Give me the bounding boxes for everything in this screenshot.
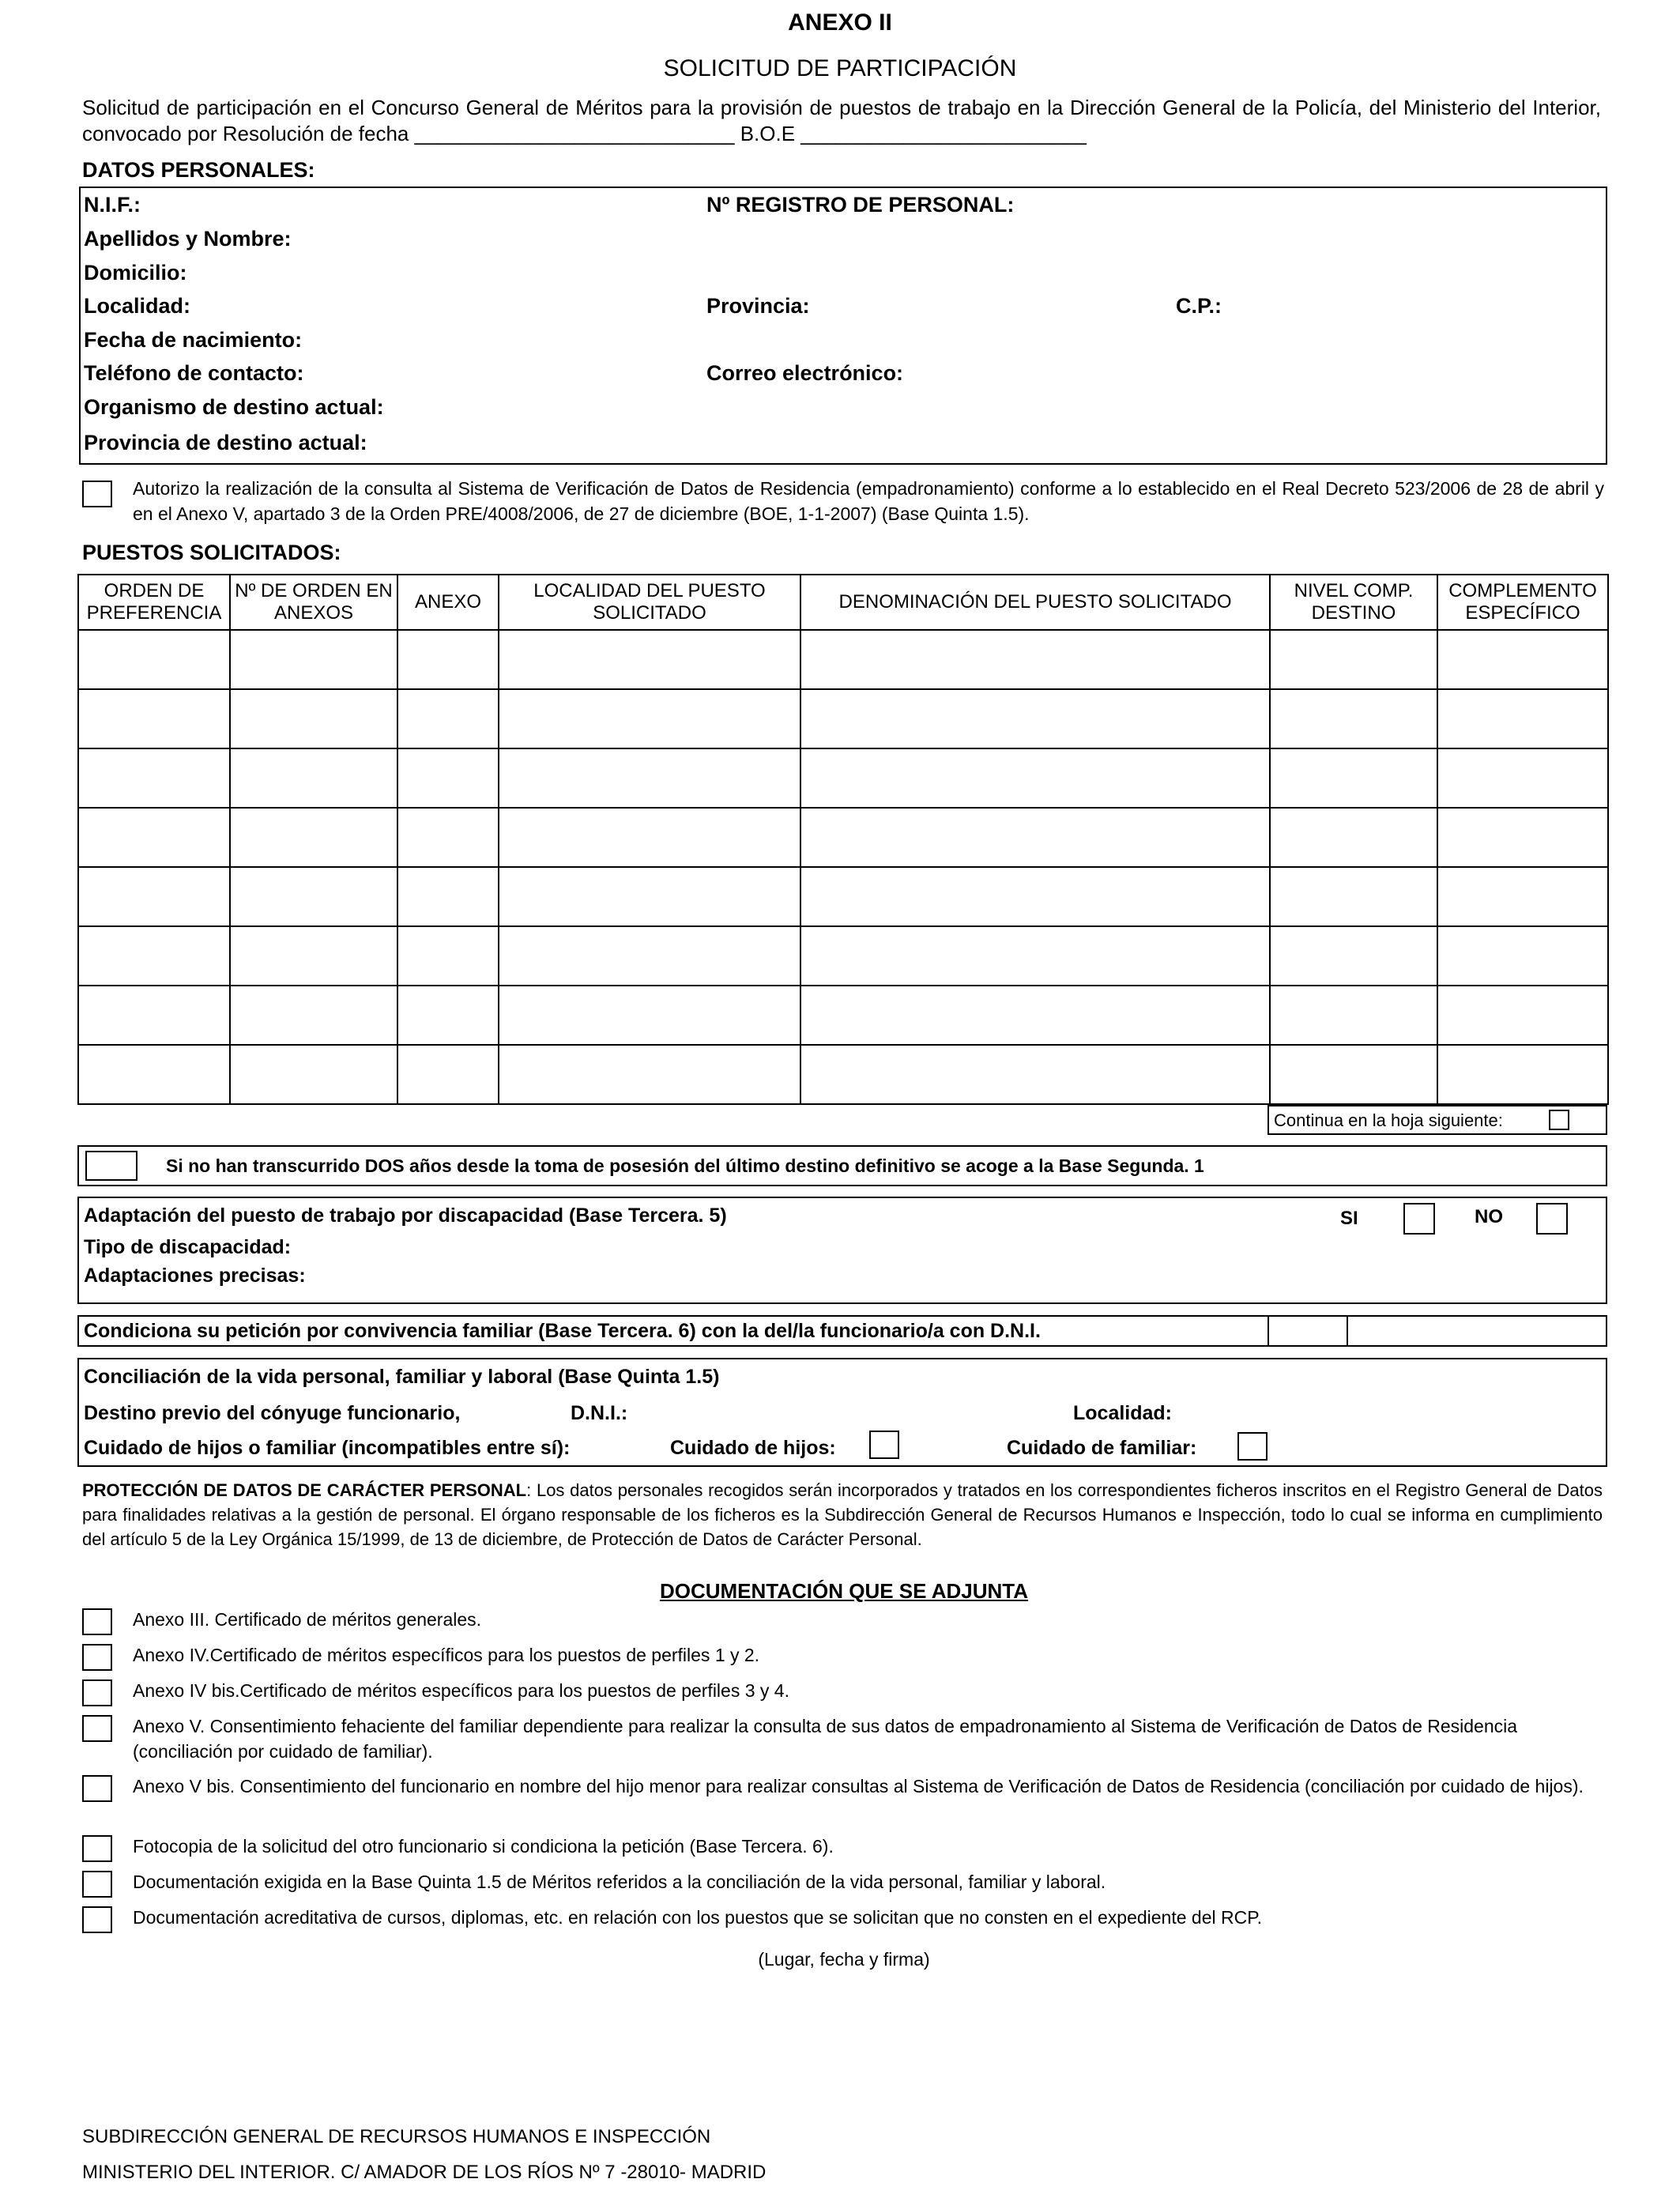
cuidado-label: Cuidado de hijos o familiar (incompatibles entre sí):	[84, 1437, 571, 1459]
table-cell[interactable]	[397, 630, 499, 689]
documentacion-item: Anexo III. Certificado de méritos generales.	[133, 1609, 482, 1630]
table-cell[interactable]	[1270, 926, 1437, 986]
table-cell[interactable]	[1437, 808, 1608, 867]
table-row	[78, 630, 1608, 689]
table-cell[interactable]	[78, 689, 230, 748]
table-cell[interactable]	[499, 1045, 800, 1104]
prov-destino-label: Provincia de destino actual:	[84, 431, 367, 454]
proteccion-datos-text	[82, 1478, 1603, 1551]
table-cell[interactable]	[78, 986, 230, 1045]
table-cell[interactable]	[78, 808, 230, 867]
documentacion-checkbox[interactable]	[82, 1906, 112, 1933]
datos-personales-box	[79, 187, 1607, 465]
localidad-conyuge-label: Localidad:	[1073, 1402, 1173, 1424]
continua-checkbox[interactable]	[1549, 1110, 1569, 1130]
table-cell[interactable]	[230, 986, 397, 1045]
table-cell[interactable]	[78, 926, 230, 986]
documentacion-item: Fotocopia de la solicitud del otro funcionario si condiciona la petición (Base Tercera. 6).	[133, 1836, 834, 1857]
autorizo-checkbox[interactable]	[82, 481, 112, 507]
table-cell[interactable]	[78, 1045, 230, 1104]
proteccion-body: : Los datos personales recogidos serán incorporados y tratados en los correspondientes ficheros inscritos en el Registro General de Datos para finalidades relativas a la gestión de personal. El órgano responsable de los ficheros es la Subdirección General de Recursos Humanos e Inspección, todo lo cual se informa en cumplimiento del artículo 5 de la Ley Orgánica 15/1999, de 13 de diciembre, de Protección de Datos de Carácter Personal.	[82, 1480, 1603, 1549]
table-cell[interactable]	[1270, 748, 1437, 808]
provincia-label: Provincia:	[706, 294, 810, 318]
table-cell[interactable]	[1437, 689, 1608, 748]
proteccion-lead: PROTECCIÓN DE DATOS DE CARÁCTER PERSONAL	[82, 1480, 527, 1500]
table-cell[interactable]	[800, 926, 1270, 986]
nif-label: N.I.F.:	[84, 193, 141, 217]
footer-line-1: SUBDIRECCIÓN GENERAL DE RECURSOS HUMANOS E INSPECCIÓN	[82, 2126, 711, 2147]
adaptacion-title: Adaptación del puesto de trabajo por discapacidad (Base Tercera. 5)	[84, 1204, 727, 1227]
col-denominacion: DENOMINACIÓN DEL PUESTO SOLICITADO	[800, 575, 1270, 630]
table-cell[interactable]	[800, 630, 1270, 689]
documentacion-item: Anexo V. Consentimiento fehaciente del familiar dependiente para realizar la consulta de sus datos de empadronamiento al Sistema de Verificación de Datos de Residencia (conciliación por cuidado de familiar).	[133, 1716, 1518, 1762]
table-cell[interactable]	[1437, 748, 1608, 808]
table-row	[78, 1045, 1608, 1104]
table-cell[interactable]	[499, 867, 800, 926]
table-cell[interactable]	[230, 867, 397, 926]
table-cell[interactable]	[499, 630, 800, 689]
telefono-label: Teléfono de contacto:	[84, 361, 304, 385]
col-nivel: NIVEL COMP. DESTINO	[1270, 575, 1437, 630]
col-localidad: LOCALIDAD DEL PUESTO SOLICITADO	[499, 575, 800, 630]
adaptaciones-label: Adaptaciones precisas:	[84, 1265, 306, 1287]
table-cell[interactable]	[230, 1045, 397, 1104]
table-cell[interactable]	[499, 808, 800, 867]
documentacion-checkbox[interactable]	[82, 1608, 112, 1635]
documentacion-heading: DOCUMENTACIÓN QUE SE ADJUNTA	[659, 1579, 1029, 1603]
table-cell[interactable]	[397, 926, 499, 986]
table-cell[interactable]	[1437, 986, 1608, 1045]
base-segunda-text: Si no han transcurrido DOS años desde la toma de posesión del último destino definitivo se acoge a la Base Segunda. 1	[166, 1155, 1204, 1176]
col-complemento: COMPLEMENTO ESPECÍFICO	[1437, 575, 1608, 630]
table-cell[interactable]	[1437, 926, 1608, 986]
table-cell[interactable]	[397, 986, 499, 1045]
condiciona-dni-field[interactable]	[1268, 1315, 1607, 1347]
table-cell[interactable]	[1437, 867, 1608, 926]
table-cell[interactable]	[499, 926, 800, 986]
table-cell[interactable]	[397, 748, 499, 808]
cuidado-familiar-label: Cuidado de familiar:	[1007, 1437, 1197, 1459]
documentacion-checkbox[interactable]	[82, 1644, 112, 1671]
no-label: NO	[1475, 1206, 1503, 1227]
table-cell[interactable]	[230, 926, 397, 986]
table-cell[interactable]	[800, 808, 1270, 867]
table-cell[interactable]	[1270, 689, 1437, 748]
table-cell[interactable]	[230, 808, 397, 867]
col-orden-anexos: Nº DE ORDEN EN ANEXOS	[230, 575, 397, 630]
table-cell[interactable]	[499, 986, 800, 1045]
table-cell[interactable]	[499, 689, 800, 748]
table-cell[interactable]	[800, 867, 1270, 926]
continua-label: Continua en la hoja siguiente:	[1274, 1110, 1503, 1130]
documentacion-checkbox[interactable]	[82, 1679, 112, 1706]
table-cell[interactable]	[78, 630, 230, 689]
cp-label: C.P.:	[1176, 294, 1222, 318]
autorizo-text: Autorizo la realización de la consulta al Sistema de Verificación de Datos de Residencia (empadronamiento) conforme a lo establecido en el Real Decreto 523/2006 de 28 de abril y en el Anexo V, apartado 3 de la Orden PRE/4008/2006, de 27 de diciembre (BOE, 1-1-2007) (Base Quinta 1.5).	[133, 478, 1604, 524]
puestos-table	[77, 574, 1609, 1105]
documentacion-item: Documentación acreditativa de cursos, diplomas, etc. en relación con los puestos que se solicitan que no consten en el expediente del RCP.	[133, 1907, 1262, 1928]
organismo-label: Organismo de destino actual:	[84, 395, 384, 419]
registro-label: Nº REGISTRO DE PERSONAL:	[706, 193, 1015, 217]
cuidado-hijos-label: Cuidado de hijos:	[670, 1437, 836, 1459]
firma-text: (Lugar, fecha y firma)	[758, 1949, 930, 1970]
footer-line-2: MINISTERIO DEL INTERIOR. C/ AMADOR DE LOS RÍOS Nº 7 -28010- MADRID	[82, 2162, 767, 2183]
table-cell[interactable]	[800, 748, 1270, 808]
col-anexo: ANEXO	[397, 575, 499, 630]
localidad-label: Localidad:	[84, 294, 191, 318]
table-cell[interactable]	[397, 1045, 499, 1104]
documentacion-item: Documentación exigida en la Base Quinta 1.5 de Méritos referidos a la conciliación de la vida personal, familiar y laboral.	[133, 1872, 1106, 1892]
table-cell[interactable]	[78, 867, 230, 926]
correo-label: Correo electrónico:	[706, 361, 904, 385]
documentacion-item: Anexo IV.Certificado de méritos específicos para los puestos de perfiles 1 y 2.	[133, 1645, 760, 1665]
table-cell[interactable]	[1270, 867, 1437, 926]
si-label: SI	[1340, 1208, 1358, 1229]
intro-text: Solicitud de participación en el Concurso General de Méritos para la provisión de puestos de trabajo en la Dirección General de la Policía, del Ministerio del Interior, convocado por Resolución de fecha ____________________________ B.O.E _________________________	[82, 96, 1601, 145]
table-cell[interactable]	[397, 808, 499, 867]
table-cell[interactable]	[1270, 986, 1437, 1045]
table-cell[interactable]	[800, 986, 1270, 1045]
table-cell[interactable]	[78, 748, 230, 808]
annex-title: ANEXO II	[788, 9, 892, 36]
col-orden-preferencia: ORDEN DE PREFERENCIA	[78, 575, 230, 630]
puestos-header-row	[78, 575, 1608, 630]
tipo-discapacidad-label: Tipo de discapacidad:	[84, 1236, 292, 1258]
cuidado-familiar-checkbox[interactable]	[1237, 1432, 1268, 1461]
table-cell[interactable]	[1437, 630, 1608, 689]
dni-label: D.N.I.:	[571, 1402, 628, 1424]
destino-conyuge-label: Destino previo del cónyuge funcionario,	[84, 1402, 461, 1424]
table-cell[interactable]	[1270, 1045, 1437, 1104]
table-row	[78, 867, 1608, 926]
base-segunda-checkbox[interactable]	[85, 1151, 137, 1181]
table-row	[78, 748, 1608, 808]
table-row	[78, 986, 1608, 1045]
table-cell[interactable]	[499, 748, 800, 808]
documentacion-checkbox[interactable]	[82, 1775, 112, 1802]
apellidos-label: Apellidos y Nombre:	[84, 227, 292, 251]
documentacion-item: Anexo IV bis.Certificado de méritos específicos para los puestos de perfiles 3 y 4.	[133, 1680, 789, 1701]
table-row	[78, 689, 1608, 748]
si-checkbox[interactable]	[1403, 1203, 1435, 1235]
documentacion-checkbox[interactable]	[82, 1835, 112, 1862]
documentacion-checkbox[interactable]	[82, 1871, 112, 1898]
documentacion-item: Anexo V bis. Consentimiento del funcionario en nombre del hijo menor para realizar consultas al Sistema de Verificación de Datos de Residencia (conciliación por cuidado de hijos).	[133, 1776, 1584, 1796]
puestos-heading: PUESTOS SOLICITADOS:	[82, 541, 341, 564]
table-cell[interactable]	[1437, 1045, 1608, 1104]
cuidado-hijos-checkbox[interactable]	[869, 1431, 899, 1459]
table-cell[interactable]	[397, 689, 499, 748]
table-row	[78, 926, 1608, 986]
no-checkbox[interactable]	[1536, 1203, 1568, 1235]
table-cell[interactable]	[230, 748, 397, 808]
conciliacion-title: Conciliación de la vida personal, familiar y laboral (Base Quinta 1.5)	[84, 1366, 720, 1388]
table-cell[interactable]	[230, 630, 397, 689]
table-cell[interactable]	[397, 867, 499, 926]
domicilio-label: Domicilio:	[84, 261, 187, 285]
table-cell[interactable]	[800, 1045, 1270, 1104]
datos-personales-heading: DATOS PERSONALES:	[82, 158, 315, 182]
table-cell[interactable]	[1270, 808, 1437, 867]
table-cell[interactable]	[230, 689, 397, 748]
nacimiento-label: Fecha de nacimiento:	[84, 328, 303, 352]
documentacion-checkbox[interactable]	[82, 1715, 112, 1742]
condiciona-text: Condiciona su petición por convivencia familiar (Base Tercera. 6) con la del/la funcionario/a con D.N.I.	[84, 1320, 1041, 1342]
form-title: SOLICITUD DE PARTICIPACIÓN	[663, 55, 1017, 81]
table-cell[interactable]	[1270, 630, 1437, 689]
table-cell[interactable]	[800, 689, 1270, 748]
table-row	[78, 808, 1608, 867]
